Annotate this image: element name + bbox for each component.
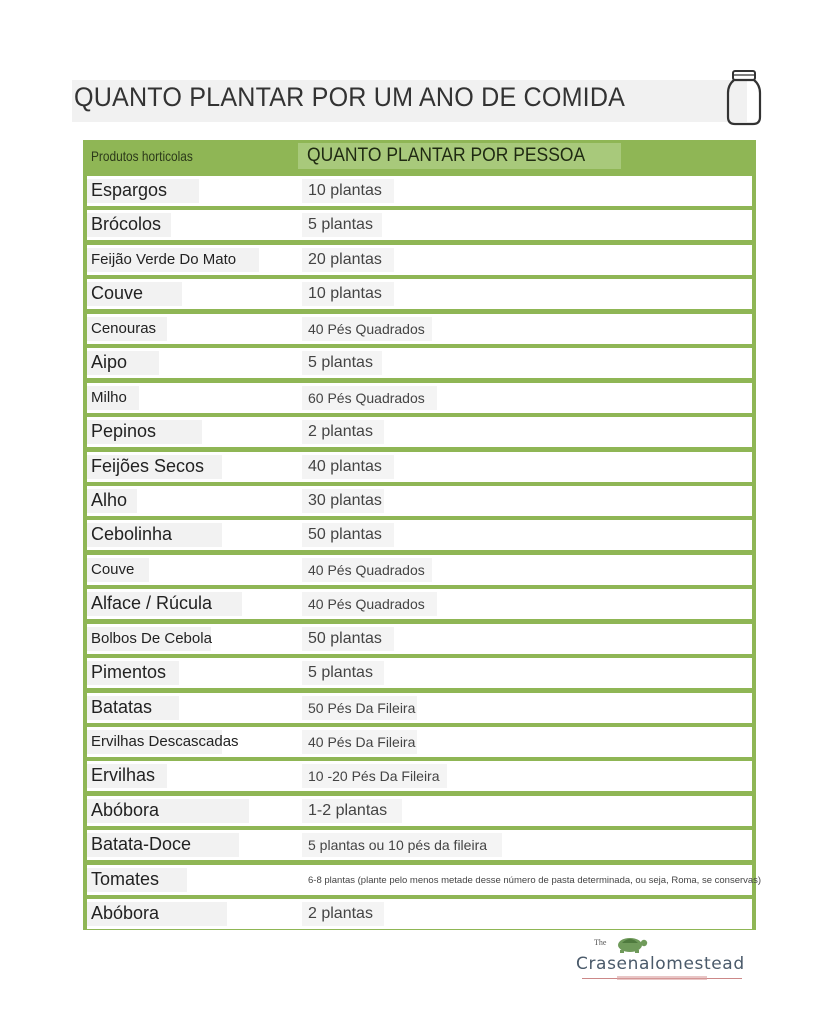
table-row bbox=[87, 658, 752, 688]
table-row bbox=[87, 245, 752, 275]
table-body bbox=[87, 176, 762, 934]
planting-quantity: 50 Pés Da Fileira bbox=[308, 699, 416, 716]
planting-quantity: 40 Pés Quadrados bbox=[308, 320, 425, 337]
planting-quantity: 40 plantas bbox=[308, 457, 382, 475]
planting-quantity: 5 plantas bbox=[308, 664, 373, 682]
logo-tagline-mark bbox=[617, 976, 707, 980]
table-row bbox=[87, 693, 752, 723]
table-row bbox=[87, 348, 752, 378]
table-row bbox=[87, 727, 752, 757]
turtle-icon bbox=[610, 932, 650, 954]
table-row bbox=[87, 486, 752, 516]
planting-quantity: 10 plantas bbox=[308, 285, 382, 303]
table-row bbox=[87, 314, 752, 344]
table-row bbox=[87, 624, 752, 654]
table-row bbox=[87, 899, 752, 929]
vegetable-name: Aipo bbox=[91, 352, 128, 373]
planting-quantity: 2 plantas bbox=[308, 423, 373, 441]
header-product: Produtos horticolas bbox=[91, 148, 193, 164]
table-row bbox=[87, 589, 752, 619]
vegetable-name: Abóbora bbox=[91, 903, 160, 924]
planting-quantity: 40 Pés Da Fileira bbox=[308, 734, 416, 750]
vegetable-name: Batata-Doce bbox=[91, 834, 192, 855]
vegetable-name: Abóbora bbox=[91, 799, 160, 820]
logo-text: Crasenalomestead bbox=[576, 954, 745, 974]
vegetable-name: Milho bbox=[91, 388, 127, 406]
table-row bbox=[87, 796, 752, 826]
planting-quantity: 20 plantas bbox=[308, 250, 382, 268]
planting-quantity: 40 Pés Quadrados bbox=[308, 561, 425, 578]
planting-quantity: 40 Pés Quadrados bbox=[308, 596, 425, 613]
table-row bbox=[87, 520, 752, 550]
planting-quantity: 30 plantas bbox=[308, 491, 382, 509]
planting-quantity: 5 plantas bbox=[308, 354, 373, 372]
vegetable-name: Cenouras bbox=[91, 319, 157, 337]
table-row bbox=[87, 830, 752, 860]
vegetable-name: Cebolinha bbox=[91, 524, 173, 545]
vegetable-name: Pimentos bbox=[91, 662, 167, 683]
table-row bbox=[87, 555, 752, 585]
planting-quantity: 50 plantas bbox=[308, 629, 382, 647]
planting-quantity: 50 plantas bbox=[308, 526, 382, 544]
vegetable-name: Pepinos bbox=[91, 421, 157, 442]
vegetable-name: Brócolos bbox=[91, 214, 162, 235]
logo-prefix: The bbox=[594, 938, 607, 947]
vegetable-name: Feijões Secos bbox=[91, 455, 205, 476]
page-title: QUANTO PLANTAR POR UM ANO DE COMIDA bbox=[74, 82, 626, 112]
table-row bbox=[87, 383, 752, 413]
vegetable-name: Batatas bbox=[91, 696, 153, 717]
table-row bbox=[87, 210, 752, 240]
table-row bbox=[87, 176, 752, 206]
vegetable-name: Espargos bbox=[91, 180, 168, 200]
planting-quantity: 10 -20 Pés Da Fileira bbox=[308, 768, 440, 785]
header-quantity: QUANTO PLANTAR POR PESSOA bbox=[307, 145, 586, 166]
vegetable-name: Ervilhas Descascadas bbox=[91, 733, 239, 750]
vegetable-name: Alface / Rúcula bbox=[91, 593, 213, 614]
planting-quantity: 60 Pés Quadrados bbox=[308, 389, 425, 406]
table-row bbox=[87, 279, 752, 309]
planting-quantity: 5 plantas bbox=[308, 216, 373, 234]
planting-quantity: 2 plantas bbox=[308, 905, 373, 923]
table-header bbox=[83, 140, 756, 173]
table-row bbox=[87, 417, 752, 447]
planting-quantity: 5 plantas ou 10 pés da fileira bbox=[308, 837, 488, 854]
vegetable-name: Bolbos De Cebola bbox=[91, 629, 212, 647]
vegetable-name: Alho bbox=[91, 489, 128, 510]
planting-quantity: 6-8 plantas (plante pelo menos metade desse número de pasta determinada, ou seja, Roma, se conservas) bbox=[308, 874, 762, 886]
mason-jar-icon bbox=[724, 69, 764, 127]
planting-quantity: 1-2 plantas bbox=[308, 801, 388, 819]
vegetable-name: Tomates bbox=[91, 868, 160, 889]
vegetable-name: Couve bbox=[91, 560, 135, 578]
planting-quantity: 10 plantas bbox=[308, 182, 382, 199]
logo bbox=[572, 932, 750, 988]
table-row bbox=[87, 761, 752, 791]
vegetable-name: Couve bbox=[91, 283, 144, 304]
table-row bbox=[87, 865, 762, 895]
planting-table bbox=[83, 140, 762, 930]
table-row bbox=[87, 452, 752, 482]
vegetable-name: Feijão Verde Do Mato bbox=[91, 250, 237, 268]
vegetable-name: Ervilhas bbox=[91, 765, 156, 786]
